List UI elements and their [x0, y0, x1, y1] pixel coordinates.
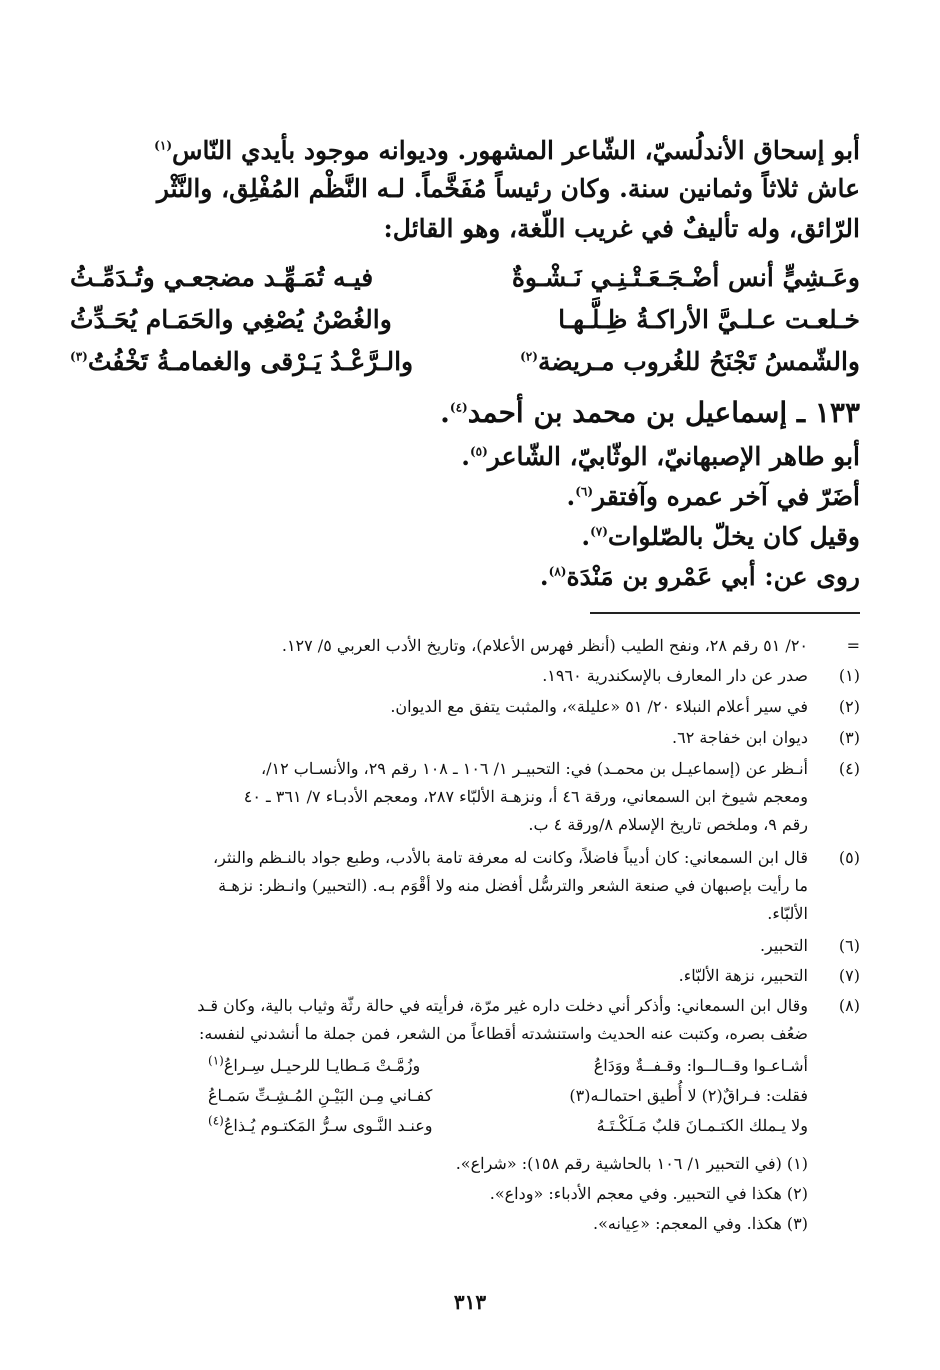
- footnote-4: [70, 755, 860, 839]
- footnote-verse-3-second: [208, 1112, 433, 1140]
- bio-line-text: وقيل كان يخلّ بالصّلوات: [607, 522, 860, 551]
- footnote-ref[interactable]: (١): [154, 138, 172, 153]
- footnote-verse-1-second-text: وزُمَّـتْ مَـطايـا للرحيـل سِـراعُ: [223, 1056, 421, 1075]
- entry-heading-text: ١٣٣ ـ إسماعيل بن محمد بن أحمد: [467, 396, 860, 429]
- sub-footnote-3: (٣) هكذا. وفي المعجم: «عِيانه».: [593, 1214, 808, 1233]
- bio-line-text: أضَرّ في آخر عمره وآفتقر: [593, 482, 860, 511]
- page-number: ٣١٣: [453, 1290, 487, 1314]
- verse-1-second-hemistich: فيـه تُمَـهِّـد مضجعـي وتُـدَمِّـثُ: [70, 263, 374, 292]
- footnote-mark: (٨): [838, 996, 860, 1015]
- entry-heading: ١٣٣ ـ إسماعيل بن محمد بن أحمد$^{(٤)}$.: [440, 396, 860, 429]
- bio-line: روى عن: أبي عَمْرو بن مَنْدَة$^{(٨)}$.: [539, 562, 860, 591]
- footnote-verse-1-second: [208, 1052, 420, 1080]
- footnote-ref[interactable]: (٤): [449, 400, 468, 415]
- footnote-line: قال ابن السمعاني: كان أديباً فاضلاً، وكانت له معرفة تامة بالأدب، وطبع جواد بالنـظم والنثر،: [212, 848, 808, 867]
- footnote-ref[interactable]: (٤): [208, 1113, 224, 1128]
- footnote-1: [70, 662, 860, 690]
- footnote-mark: (٥): [838, 848, 860, 867]
- footnote-line: أنـظر عن (إسماعيـل بن محمـد) في: التحبيـر ١/ ١٠٦ ـ ١٠٨ رقم ٢٩، والأنسـاب ١٢/،: [260, 759, 808, 778]
- sub-footnote-2: (٢) هكذا في التحبير. وفي معجم الأدباء: «وداع».: [489, 1184, 808, 1203]
- footnote-8: [70, 992, 860, 1048]
- footnote-mark: (٦): [838, 936, 860, 955]
- footnote-line: ومعجم شيوخ ابن السمعاني، ورقة ٤٦ أ، ونزهـة الألبّاء ٢٨٧، ومعجم الأدبـاء ٧/ ٣٦١ ـ ٤٠: [243, 787, 808, 806]
- footnote-poem-verse-1: [208, 1052, 808, 1080]
- footnote-text: [70, 844, 808, 928]
- bio-line: وقيل كان يخلّ بالصّلوات$^{(٧)}$.: [581, 522, 860, 551]
- verse-3-second-text: والـرَّعْـدُ يَـرْقى والغمامـةُ تَخْفُتُ: [87, 347, 414, 376]
- verse-1-first-hemistich: وعَـشِيٍّ أنس أضْـجَـعَـتْـنِـي نَـشْـوةٌ: [511, 263, 860, 292]
- footnote-continued: [70, 632, 860, 660]
- footnote-text: في سير أعلام النبلاء ٢٠/ ٥١ «عليلة»، والمثبت يتفق مع الديوان.: [390, 697, 808, 716]
- footnote-text: التحبير، نزهة الألبّاء.: [678, 966, 808, 985]
- footnote-text: ٢٠/ ٥١ رقم ٢٨، ونفح الطيب (أنظر فهرس الأعلام)، وتاريخ الأدب العربي ٥/ ١٢٧.: [281, 636, 808, 655]
- main-text-line-2: عاش ثلاثاً وثمانين سنة. وكان رئيساً مُفَخَّماً. لـه النَّظْم المُفْلِق، والنَّثْر: [156, 174, 860, 203]
- footnote-ref[interactable]: (٦): [575, 484, 594, 499]
- verse-3-first-hemistich: [520, 342, 860, 382]
- footnote-verse-3-second-text: وعنـد النَّـوى سـرُّ المَكتـوم يُـذاعُ: [223, 1116, 433, 1135]
- verse-3-second-hemistich: [70, 342, 413, 382]
- footnote-poem-verse-3: [208, 1112, 808, 1140]
- footnote-mark: =: [846, 636, 860, 655]
- footnote-line: ضعُف بصره، وكتبت عنه الحديث واستنشدته أقطاعاً من الشعر، فمن جملة ما أنشدني لنفسه:: [198, 1024, 808, 1043]
- poem-verse-2: [70, 300, 860, 340]
- bio-line: أضَرّ في آخر عمره وآفتقر$^{(٦)}$.: [566, 482, 860, 511]
- footnote-text: ديوان ابن خفاجة ٦٢.: [672, 728, 808, 747]
- footnote-ref[interactable]: (٧): [590, 524, 608, 539]
- poem-verse-1: [70, 258, 860, 298]
- bio-line-text: روى عن: أبي عَمْرو بن مَنْدَة: [566, 562, 860, 591]
- sub-footnote-1: (١) (في التحبير ١/ ١٠٦ بالحاشية رقم ١٥٨): «شراع».: [455, 1154, 808, 1173]
- footnote-ref[interactable]: (٢): [520, 349, 538, 364]
- footnote-text: صدر عن دار المعارف بالإسكندرية ١٩٦٠.: [542, 666, 808, 685]
- main-text-line-1: [70, 132, 860, 170]
- footnote-text: [70, 755, 808, 839]
- footnote-line: ما رأيت بإصبهان في صنعة الشعر والترسُّل أفضل منه ولا أقْوَم بـه. (التحبير) وانـظر: نزهـة: [218, 876, 808, 895]
- footnote-line: الألبّاء.: [767, 904, 808, 923]
- footnote-verse-2-second: كفـاني مِـن البَيْـنِ المُـشِـتِّ سَمـاعُ: [208, 1086, 433, 1105]
- footnote-verse-3-first: ولا يـملك الكتـمـانَ قلبٌ مَـلَكْـتَـهُ: [596, 1116, 808, 1135]
- footnote-ref[interactable]: (١): [208, 1053, 224, 1068]
- footnote-poem-verse-2: [208, 1082, 808, 1110]
- footnote-mark: (٤): [838, 759, 860, 778]
- footnote-verse-2-first: فقلت: فـراقٌ(٢) لا أُطيق احتمالـه(٣): [569, 1086, 808, 1105]
- footnote-verse-1-first: أشـاعـوا وقــالــوا: وقـفــةٌ ووَدَاعُ: [593, 1056, 808, 1075]
- bio-line: أبو طاهر الإصبهانيّ، الوثّابيّ، الشّاعر$^{(٥)}$.: [461, 442, 860, 471]
- footnote-ref[interactable]: (٥): [469, 444, 488, 459]
- footnote-mark: (٢): [838, 697, 860, 716]
- footnote-ref[interactable]: (٣): [70, 349, 88, 364]
- footnote-7: [70, 962, 860, 990]
- verse-2-second-hemistich: والغُصْنُ يُصْغِي والحَمَـام يُحَـدِّثُ: [70, 305, 392, 334]
- poem-verse-3: [70, 342, 860, 382]
- main-text-line-1-content: أبو إسحاق الأندلُسيّ، الشّاعر المشهور. وديوانه موجود بأيدي النّاس: [172, 136, 860, 165]
- footnote-mark: (٣): [838, 728, 860, 747]
- main-text-line-3: الرّائق، وله تأليفٌ في غريب اللّغة، وهو القائل:: [383, 214, 860, 243]
- footnote-mark: (٧): [838, 966, 860, 985]
- verse-3-first-text: والشّمسُ تَجْنَحُ للغُروب مـريضة: [537, 347, 860, 376]
- footnote-2: [70, 693, 860, 721]
- footnote-6: [70, 932, 860, 960]
- footnote-mark: (١): [838, 666, 860, 685]
- footnote-3: [70, 724, 860, 752]
- footnote-ref[interactable]: (٨): [548, 564, 567, 579]
- bio-line-text: أبو طاهر الإصبهانيّ، الوثّابيّ، الشّاعر: [487, 442, 860, 471]
- footnote-line: وقال ابن السمعاني: وأذكر أني دخلت داره غير مرّة، فرأيته في حالة رثّة وثياب بالية، وكان قـد: [197, 996, 808, 1015]
- footnote-text: التحبير.: [759, 936, 808, 955]
- verse-2-first-hemistich: خـلعـت عـلـيَّ الأراكـةُ ظِـلَّـهـا: [558, 305, 860, 334]
- footnote-text: [70, 992, 808, 1048]
- footnote-separator: [590, 612, 860, 614]
- footnote-line: رقم ٩، وملخص تاريخ الإسلام ٨/ورقة ٤ ب.: [528, 815, 808, 834]
- footnote-5: [70, 844, 860, 928]
